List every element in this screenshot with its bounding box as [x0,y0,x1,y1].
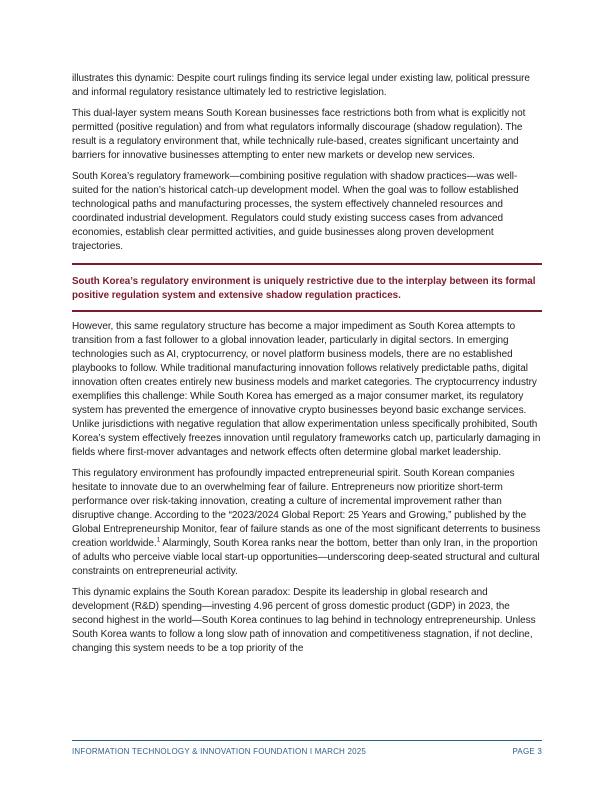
page-footer [72,740,542,756]
paragraph-2: This dual-layer system means South Korean businesses face restrictions both from what is explicitly not permitted (positive regulation) and from what regulators informally discourage (shadow regulation). The result is a regulatory environment that, while technically rule-based, creates significant uncertainty and barriers for innovative businesses attempting to enter new markets or develop new services. [72,108,526,161]
footer-publisher: INFORMATION TECHNOLOGY & INNOVATION FOUNDATION I MARCH 2025 [72,747,367,756]
pull-quote [72,263,542,312]
paragraph-5 [72,467,542,579]
paragraph-1: illustrates this dynamic: Despite court rulings finding its service legal under existing law, political pressure and informal regulatory resistance ultimately led to restrictive legislation. [72,73,530,98]
paragraph-6: This dynamic explains the South Korean paradox: Despite its leadership in global research and development (R&D) spending—investing 4.96 percent of gross domestic product (GDP) in 2023, the second highest in the world—South Korea continues to lag behind in technology entrepreneurship. Unless South Korea wants to follow a long slow path of innovation and competitiveness stagnation, if not decline, changing this system needs to be a top priority of the [72,587,536,654]
paragraph-4: However, this same regulatory structure has become a major impediment as South Korea attempts to transition from a fast follower to a global innovation leader, particularly in digital sectors. In emerging technologies such as AI, cryptocurrency, or novel platform business models, there are no established playbooks to follow. While traditional manufacturing innovation follows relatively predictable paths, digital innovation often creates entirely new business models and market categories. The cryptocurrency industry exemplifies this challenge: While South Korea has emerged as a major consumer market, its regulatory system has prevented the emergence of innovative crypto businesses beyond basic exchange services. Unlike jurisdictions with negative regulation that allow experimentation unless specifically prohibited, South Korea’s system effectively freezes innovation until regulatory frameworks catch up, particularly damaging in fields where first-mover advantages and network effects often determine global market leadership. [72,321,541,458]
paragraph-5-text-after: Alarmingly, South Korea ranks near the bottom, better than only Iran, in the proportion of adults who perceive viable local start-up opportunities—underscoring deep-seated structural and cultural constraints on entrepreneurial activity. [72,538,540,577]
pull-quote-text: South Korea’s regulatory environment is uniquely restrictive due to the interplay between its formal positive regulation system and extensive shadow regulation practices. [72,276,536,301]
footnote-marker[interactable]: 1 [156,536,161,544]
page-number: PAGE 3 [512,747,542,756]
page-body [72,72,542,663]
paragraph-3: South Korea’s regulatory framework—combining positive regulation with shadow practices—was well-suited for the nation’s historical catch-up development model. When the goal was to follow established technological paths and manufacturing processes, the system effectively channeled resources and coordinated industrial development. Regulators could study existing success cases from advanced economies, establish clear permitted activities, and guide businesses along proven development trajectories. [72,171,519,252]
paragraph-5-text-before: This regulatory environment has profoundly impacted entrepreneurial spirit. South Korean companies hesitate to innovate due to an overwhelming fear of failure. Entrepreneurs now prioritize short-term performance over risk-taking innovation, creating a culture of incremental improvement rather than disruptive change. According to the “2023/2024 Global Report: 25 Years and Growing,” published by the Global Entrepreneurship Monitor, fear of failure stands as one of the most significant deterrents to business creation worldwide. [72,468,541,549]
